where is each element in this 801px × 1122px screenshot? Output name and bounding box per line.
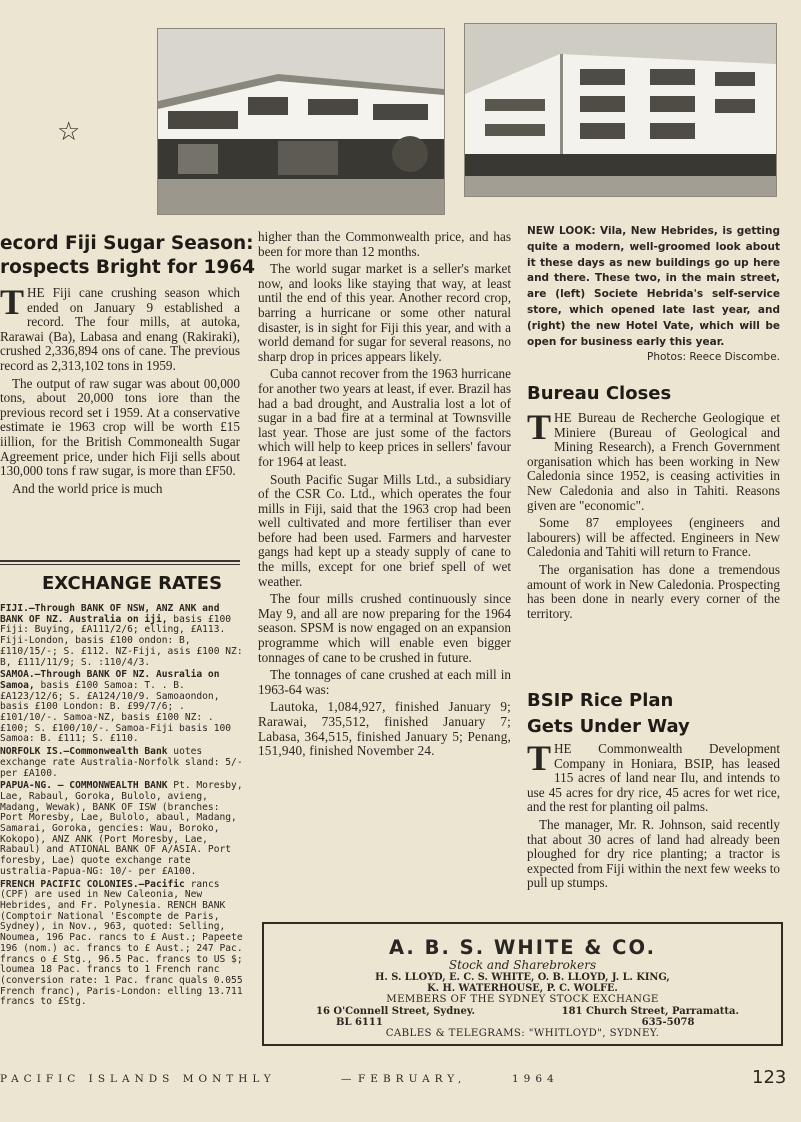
- issue-year: 1964: [512, 1073, 559, 1085]
- article-title-line-2: rospects Bright for 1964: [0, 257, 255, 278]
- page-footer: [0, 1067, 801, 1097]
- article-title: [527, 688, 780, 740]
- page-number: 123: [752, 1067, 787, 1088]
- rate-entry-samoa: [0, 670, 245, 745]
- divider: [0, 564, 240, 565]
- drop-cap: T: [0, 282, 25, 322]
- stockbroker-advertisement: [262, 922, 783, 1046]
- drop-cap: T: [527, 738, 552, 778]
- cables-line: CABLES & TELEGRAMS: "WHITLOYD", SYDNEY.: [385, 1028, 660, 1039]
- paragraph: Cuba cannot recover from the 1963 hurricane for another two years at least, if ever. Brazil has had a bad drought, and Australia lost a lot of sugar in a bad fire at a terminal at Townsville last year. Those are just some of the factors which will help to keep prices in sellers' favour for 1964 at least.: [258, 366, 511, 469]
- paragraph: The world sugar market is a seller's market now, and looks like staying that way, at least until the end of this year. Another record crop, barring a hurricane or some other natural disaster, is in sight for Fiji this year, and with a world demand for sugar for several reasons, no sharp drop in prices appears likely.: [258, 261, 511, 364]
- exchange-rates-title: EXCHANGE RATES: [42, 573, 223, 594]
- firm-subtitle: Stock and Sharebrokers: [448, 958, 597, 972]
- footer-dash: —: [341, 1073, 352, 1085]
- article-sugar-column-1: [0, 232, 255, 499]
- building-photo-left-svg: [158, 29, 444, 214]
- rate-body: basis £100 Samoa: T. . B. £A123/12/6; S. £A124/10/9. Samoaondon, basis £100 London: B. £99/7/6; . £101/10/-. Samoa-NZ, basis £100 NZ: . £100; S. £100/10/-. Samoa-Fiji basis 100 Samoa: B. £111; S. £110.: [0, 679, 232, 745]
- article-sugar-column-2: [258, 230, 511, 762]
- paragraph: [0, 282, 240, 374]
- photo-left: [157, 28, 445, 215]
- article-title: [0, 232, 255, 280]
- photo-caption: [527, 224, 780, 366]
- address-sydney: [316, 1006, 475, 1028]
- drop-cap: T: [527, 407, 552, 447]
- rate-heading: FRENCH PACIFIC COLONIES.—Pacific: [0, 878, 185, 890]
- paragraph: Some 87 employees (engineers and labourers) will be affected. Engineers in New Caledonia and Tahiti will return to France.: [527, 515, 780, 560]
- paragraph: The tonnages of cane crushed at each mill in 1963-64 was:: [258, 667, 511, 697]
- paragraph: higher than the Commonwealth price, and has been for more than 12 months.: [258, 229, 511, 259]
- firm-name: A. B. S. WHITE & CO.: [388, 936, 657, 959]
- magazine-name: PACIFIC ISLANDS MONTHLY: [0, 1073, 276, 1085]
- paragraph: And the world price is much: [12, 480, 163, 496]
- issue-month: FEBRUARY,: [358, 1073, 467, 1085]
- address-parramatta: [562, 1006, 739, 1028]
- paragraph: South Pacific Sugar Mills Ltd., a subsidiary of the CSR Co. Ltd., which operates the four mills in Fiji, said that the 1963 crop had been well cultivated and more fertiliser than ever before had been used. Farmers and harvester gangs had kept up a steady supply of cane to the mills, except for one brief spell of wet weather.: [258, 471, 511, 589]
- article-title-line-1: BSIP Rice Plan: [527, 690, 674, 711]
- article-bureau: [527, 382, 780, 624]
- divider: [0, 560, 240, 562]
- paragraph: Lautoka, 1,084,927, finished January 9; Rarawai, 735,512, finished January 7; Labasa, 364,515, finished January 5; Penang, 151,940, finished November 24.: [258, 699, 511, 759]
- paragraph: [527, 738, 780, 815]
- address-phone: 635-5078: [641, 1017, 695, 1028]
- address-phone: BL 6111: [336, 1017, 383, 1028]
- building-photo-right-svg: [465, 24, 776, 196]
- exchange-rates-list: [0, 604, 245, 1010]
- rate-entry-papua: [0, 781, 245, 877]
- rate-heading: FIJI.—Through BANK OF NSW, ANZ ANK and BANK OF NZ. Australia on iji,: [0, 603, 220, 625]
- addresses: [264, 1006, 781, 1028]
- article-title-line-2: Gets Under Way: [527, 716, 690, 737]
- rate-body: rancs (CPF) are used in New Caleonia, New Hebrides, and Fr. Polynesia. RENCH BANK (Comptoir National 'Escompte de Paris, Sydney), in Nov., 963, quoted: Selling, Noumea, 196 Pac. rancs to £ Aust.; Papeete 196 (nom.) ac. francs to £ Aust.; 247 Pac. francs o £ Stg., 96.5 Pac. francs to US $; loumea 18 Pac. francs to 1 French ranc (conversion rate: 1 Pac. franc quals 0.055 French franc), Paris-London: elling 13.711 francs to £Stg.: [0, 878, 243, 1008]
- caption-text: NEW LOOK: Vila, New Hebrides, is getting quite a modern, well-groomed look about it these days as new buildings go up here and there. These two, in the main street, are (left) Societe Hebrida's self-service store, which opened late last year, and (right) the new Hotel Vate, which will be open for business early this year.: [527, 225, 780, 348]
- paragraph: The output of raw sugar was about 00,000 tons, about 20,000 tons iore than the previous record set i 1959. At a conservative estimate ie 1963 crop will be worth £15 iillion, for the British Commonealth Sugar Agreement price, under hich Fiji sells about 130,000 tons f raw sugar, is more than £F50.: [0, 375, 240, 479]
- rate-heading: NORFOLK IS.—Commonwealth Bank: [0, 746, 168, 758]
- rate-body: uotes exchange rate Australia-Norfolk sland: 5/- per £A100.: [0, 746, 243, 779]
- rate-body: basis £100 Fiji: Buying, £A111/2/6; elling, £A113. Fiji-London, basis £100 ondon: B, £110/15/-; S. £112. NZ-Fiji, asis £100 NZ: B, £111/11/9; S. :110/4/3.: [0, 613, 243, 668]
- partners-line-2: K. H. WATERHOUSE, P. C. WOLFE.: [427, 983, 618, 994]
- article-title-line-1: ecord Fiji Sugar Season:: [0, 233, 254, 254]
- rate-heading: SAMOA.—Through BANK OF NZ. Ausralia on Samoa,: [0, 669, 220, 691]
- photo-credit: Photos: Reece Discombe.: [647, 351, 780, 364]
- membership: MEMBERS OF THE SYDNEY STOCK EXCHANGE: [386, 994, 659, 1005]
- paragraph-text: HE Fiji cane crushing season which ended on January 9 established a record. The four mills, at autoka, Rarawai (Ba), Labasa and enang (Rakiraki), crushed 2,336,894 ons of cane. The previous record as 2,313,102 tons in 1959.: [0, 285, 240, 373]
- rate-entry-french: [0, 880, 245, 1008]
- rate-entry-norfolk: [0, 747, 245, 779]
- paragraph-text: HE Bureau de Recherche Geologique et Miniere (Bureau of Geological and Mining Research), a French Government organisation which has been working in New Caledonia since 1952, is ceasing activities in New Caledonia and also in Tahiti. Reasons given are "economic".: [527, 410, 780, 513]
- paragraph-text: HE Commonwealth Development Company in Honiara, BSIP, has leased 115 acres of land near Ilu, and intends to use 45 acres for dry rice, 45 acres for wet rice, and the rest for planting oil palms.: [527, 741, 780, 815]
- rate-heading: PAPUA-NG. — COMMONWEALTH BANK: [0, 780, 168, 792]
- rate-entry-fiji: [0, 604, 245, 668]
- photo-right: [464, 23, 777, 197]
- rate-body: Pt. Moresby, Lae, Rabaul, Goroka, Bulolo, avieng, Madang, Wewak), BANK OF ISW (branches: Port Moresby, Lae, Bulolo, abaul, Madang, Samarai, Goroka, gencies: Wau, Boroko, Kokopo), ANZ ANK (Port Moresby, Lae, Rabaul) and ATIONAL BANK OF A/ASIA. Port foresby, Lae) quote exchange rate ustralia-Papua-NG: 10/- per £A100.: [0, 780, 243, 877]
- article-rice-plan: [527, 688, 780, 894]
- address-street: 16 O'Connell Street, Sydney.: [316, 1006, 475, 1017]
- star-outline-icon: ☆: [57, 117, 81, 147]
- paragraph: The manager, Mr. R. Johnson, said recently that about 30 acres of land had already been ploughed for dry rice planting; a tractor is expected from Fiji within the next few weeks to pull up stumps.: [527, 816, 780, 891]
- paragraph: The organisation has done a tremendous amount of work in New Caledonia. Prospecting has been done in nearly every corner of the territory.: [527, 561, 780, 621]
- address-street: 181 Church Street, Parramatta.: [561, 1006, 739, 1017]
- paragraph: [527, 407, 780, 513]
- paragraph: The four mills crushed continuously since May 9, and all are now preparing for the 1964 season. SPSM is now engaged on an expansion programme which will enable even bigger tonnages of cane to be crushed in future.: [258, 591, 511, 665]
- article-title: Bureau Closes: [527, 383, 672, 404]
- partners-line-1: H. S. LLOYD, E. C. S. WHITE, O. B. LLOYD, J. L. KING,: [375, 972, 670, 983]
